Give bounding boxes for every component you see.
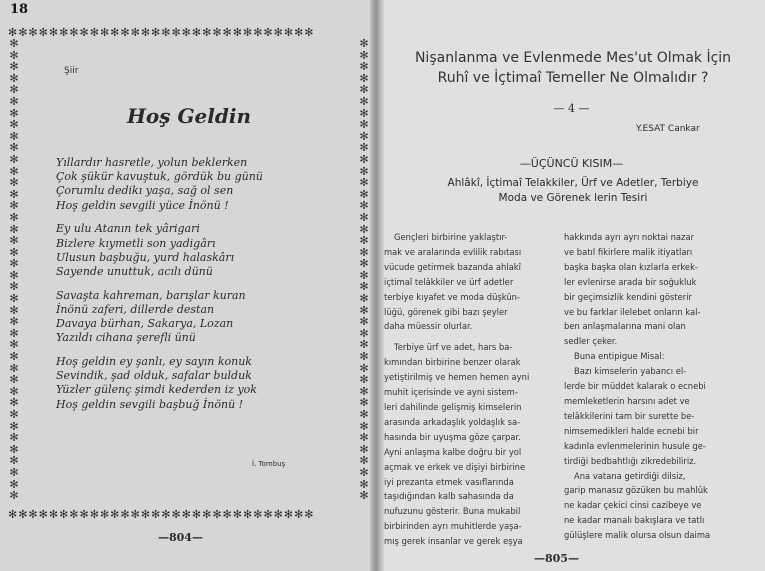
text-line: telâkkilerini tam bir surette be- [564, 410, 695, 421]
text-line: Bazı kimselerin yabancı el- [574, 366, 687, 377]
text-line: Gençleri birbirine yaklaştır- [394, 232, 508, 242]
poem-line: Yüzler gülenç şimdi kederden iz yok [56, 383, 257, 397]
text-line: nufuzunu gösterir. Buna mukabil [384, 506, 521, 517]
section-subtitle [388, 176, 758, 206]
text-line: sedler çeker. [564, 336, 618, 347]
text-line: terbiye kıyafet ve moda düşkün- [384, 291, 520, 302]
poem-line: Bizlere kıymetli son yadigârı [56, 236, 216, 250]
text-line: Buna entipigue Misal: [574, 351, 665, 362]
text-line: kımından birbirine benzer olarak [384, 357, 521, 368]
text-line: açmak ve erkek ve dişiyi birbirine [384, 461, 526, 472]
text-line: ben anlaşmalarına mani olan [564, 321, 686, 332]
poem-body [56, 156, 263, 421]
right-page [378, 0, 765, 571]
poem-line: Çok şükür kavuştuk, gördük bu günü [56, 170, 263, 184]
poem-line: Çorumlu dedikı yaşa, sağ ol sen [56, 184, 234, 198]
text-line: Ayni anlaşma kalbe doğru bir yol [384, 446, 522, 457]
text-line: içtimaî telâkkiler ve ürf adetler [384, 276, 514, 287]
text-line: başka başka olan kızlarla erkek- [564, 261, 698, 272]
text-line: gülüşlere malik olursa olsun daima [564, 530, 711, 541]
section-label: Şiir [64, 66, 79, 76]
article-title-line-2: Ruhî ve İçtimaî Temeller Ne Olmalıdır ? [437, 70, 709, 86]
subtitle-line-2: Moda ve Görenek lerin Tesiri [498, 192, 648, 204]
text-line: tirdiği bedbahtlığı zikredebiliriz. [564, 455, 697, 466]
poem-line: Ey ulu Atanın tek yârigari [56, 222, 200, 236]
poem-line: Yıllardır hasretle, yolun beklerken [56, 156, 248, 169]
poem-stanza [56, 156, 263, 213]
folio-left: —804— [158, 531, 203, 544]
part-number: — 4 — [553, 102, 590, 115]
text-line: lüğü, görenek gibi bazı şeyler [384, 306, 508, 317]
article-author: Y.ESAT Cankar [636, 124, 700, 134]
text-line: ve bu farklar ilelebet onların kal- [564, 306, 701, 317]
text-line: mış gerek insanlar ve gerek eşya [384, 536, 523, 547]
poem-line: Davaya bürhan, Sakarya, Lozan [56, 317, 234, 331]
text-line: leri dahilinde gelişmiş kimselerin [384, 401, 522, 412]
article-title-line-1: Nişanlanma ve Evlenmede Mes'ut Olmak İçin [414, 50, 732, 66]
text-line: taşıdığından kalb sahasında da [384, 491, 514, 502]
text-line: iyi prezanta etmek vasıflarında [384, 476, 514, 487]
poem-line: Hoş geldin sevgili yüce İnönü ! [56, 198, 229, 212]
page-number-top: 18 [10, 2, 29, 17]
text-line: hakkında ayrı ayrı noktai nazar [564, 232, 695, 242]
text-column-2 [564, 230, 712, 543]
text-line: yetiştirilmiş ve hemen hemen ayni [384, 372, 530, 383]
poem-author: İ. Tombuş [252, 460, 286, 468]
poem-line: Ulusun başbuğu, yurd halaskârı [56, 250, 235, 264]
section-heading: —ÜÇÜNCÜ KISIM— [519, 157, 624, 170]
text-line: Ana vatana getirdiği dilsiz, [574, 470, 686, 481]
poem-line: Hoş geldin sevgili başbuğ İnönü ! [56, 397, 244, 411]
text-line: vücude getirmek bazanda ahlakî [384, 261, 521, 272]
poem-line: Sayende unuttuk, acılı dünü [56, 264, 213, 278]
ornamental-border-bottom: ✻✻✻✻✻✻✻✻✻✻✻✻✻✻✻✻✻✻✻✻✻✻✻✻✻✻✻✻✻✻ [8, 508, 315, 521]
article-title [388, 48, 758, 88]
poem-line: Yazıldı cihana şerefli ünü [56, 331, 196, 345]
poem-title: Hoş Geldin [127, 104, 251, 128]
text-line: nimsemedikleri halde ecnebi bir [564, 425, 699, 436]
text-line: arasında arkadaşlık yoldaşlık sa- [384, 416, 521, 427]
poem-stanza [56, 289, 263, 346]
text-line: lerde bir müddet kalarak o ecnebi [564, 381, 706, 392]
poem-line: Hoş geldin ey şanlı, ey sayın konuk [56, 354, 252, 368]
left-page [0, 0, 378, 571]
text-line: garip manasız gözüken bu mahlûk [564, 485, 708, 496]
subtitle-line-1: Ahlâkî, İçtimaî Telakkiler, Ürf ve Adetler, Terbiye [447, 177, 699, 189]
text-line: daha müessir olurlar. [384, 321, 473, 332]
ornamental-border-left: ✻ ✻ ✻ ✻ ✻ ✻ ✻ ✻ ✻ ✻ ✻ ✻ ✻ ✻ ✻ ✻ ✻ ✻ ✻ ✻ ✻ ✻ ✻ ✻ ✻ ✻ ✻ ✻ ✻ ✻ ✻ ✻ ✻ ✻ ✻ ✻ ✻ ✻ ✻ ✻ [9, 38, 19, 503]
text-line: birbirinden ayrı muhitlerde yaşa- [384, 521, 522, 532]
text-column-1 [384, 230, 532, 549]
poem-line: Sevindik, şad olduk, safalar bulduk [56, 369, 252, 383]
poem-line: İnönü zaferi, dillerde destan [56, 302, 215, 316]
poem-line: Savaşta kahreman, barışlar kuran [56, 288, 246, 302]
text-line: muhit içerisinde ve ayni sistem- [384, 387, 518, 398]
folio-right: —805— [534, 552, 579, 565]
text-line: memleketlerin harsını adet ve [564, 395, 690, 406]
text-line: bir geçimsizlik kendini gösterir [564, 291, 692, 302]
poem-stanza [56, 222, 263, 279]
ornamental-border-right: ✻ ✻ ✻ ✻ ✻ ✻ ✻ ✻ ✻ ✻ ✻ ✻ ✻ ✻ ✻ ✻ ✻ ✻ ✻ ✻ ✻ ✻ ✻ ✻ ✻ ✻ ✻ ✻ ✻ ✻ ✻ ✻ ✻ ✻ ✻ ✻ ✻ ✻ ✻ ✻ [359, 38, 369, 503]
ornamental-border-top: ✻✻✻✻✻✻✻✻✻✻✻✻✻✻✻✻✻✻✻✻✻✻✻✻✻✻✻✻✻✻ [8, 26, 315, 39]
text-line: ne kadar çekici cinsi cazibeye ve [564, 500, 702, 511]
text-line: Terbiye ürf ve adet, hars ba- [394, 342, 513, 353]
text-line: ve batıl fikirlere malik itiyatları [564, 246, 693, 257]
book-gutter [370, 0, 384, 571]
text-line: mak ve aralarında evlilik rabıtası [384, 246, 522, 257]
poem-stanza [56, 355, 263, 412]
text-line: ler evlenirse arada bir soğukluk [564, 276, 697, 287]
text-line: ne kadar manalı bakışlara ve tatlı [564, 515, 705, 526]
text-line: hasında bir uyuşma göze çarpar. [384, 431, 521, 442]
text-line: kadınla evlenmelerinin husule ge- [564, 440, 706, 451]
